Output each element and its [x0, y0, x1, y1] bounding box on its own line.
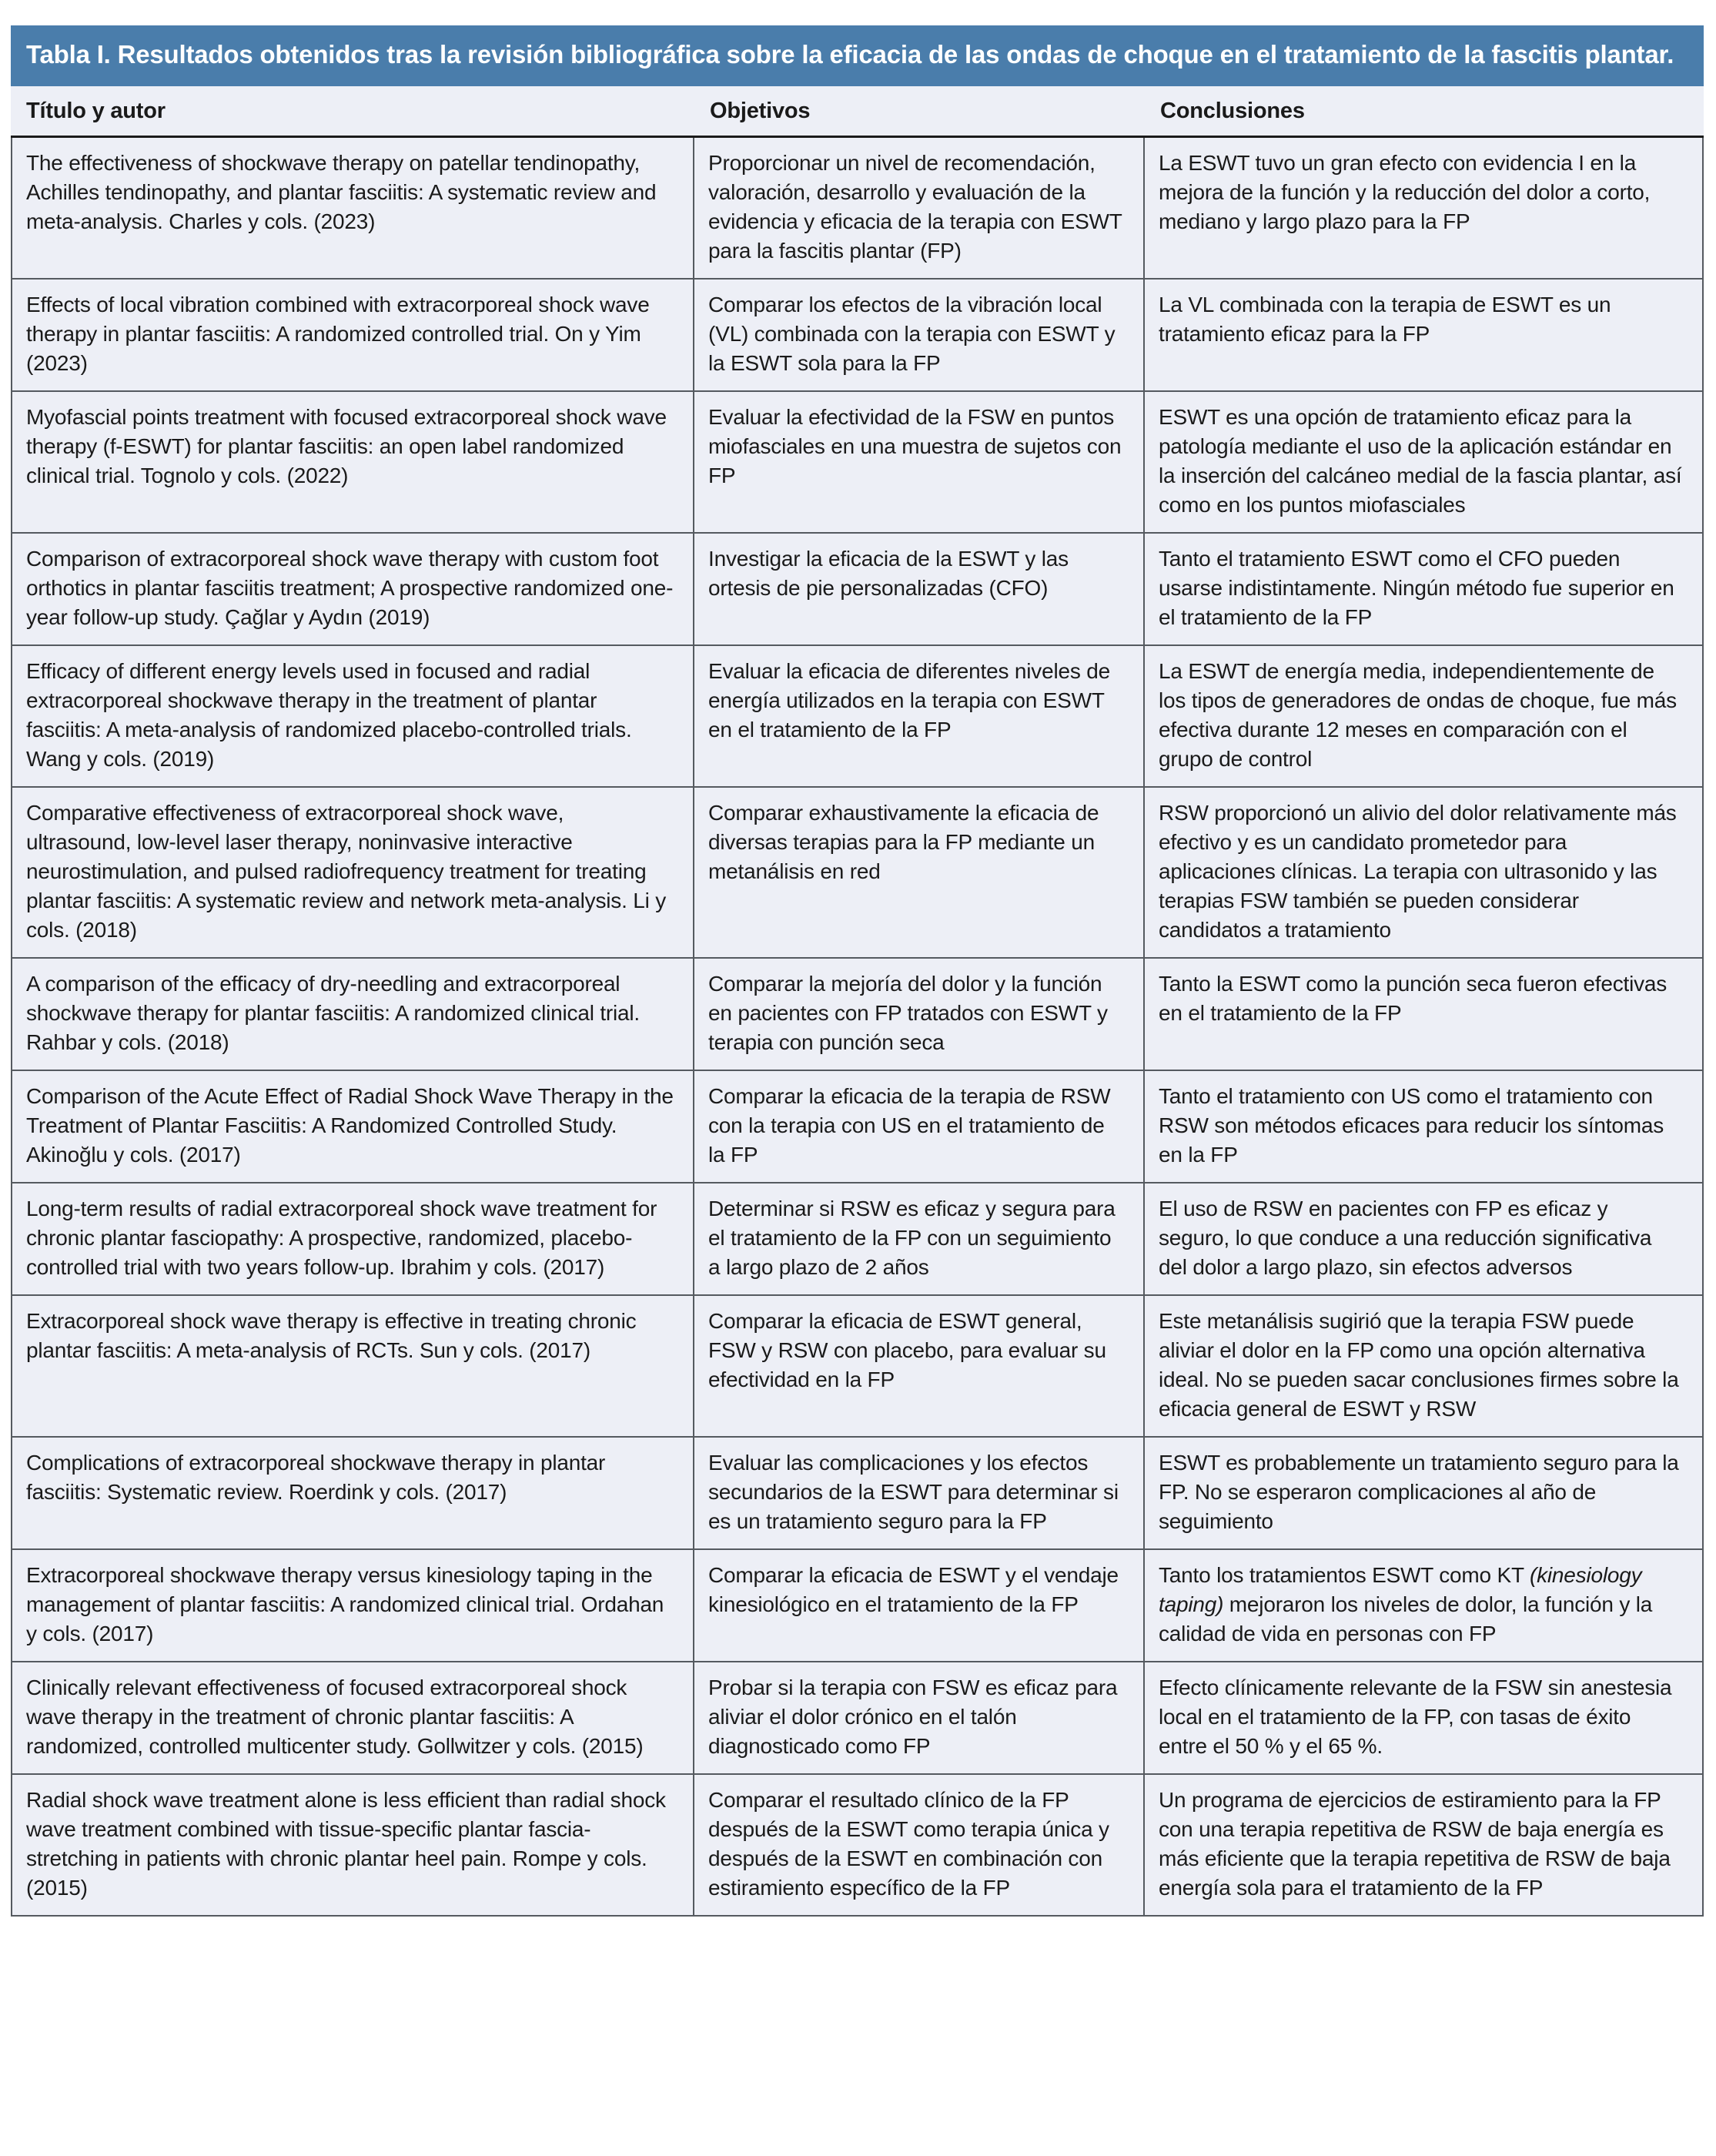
cell-conclusion: Tanto los tratamientos ESWT como KT (kinesiology taping) mejoraron los niveles de dolor, la función y la calidad de vida en personas con FP	[1159, 1563, 1653, 1645]
cell-conclusion: Tanto la ESWT como la punción seca fueron efectivas en el tratamiento de la FP	[1159, 972, 1667, 1025]
cell-title-author: Myofascial points treatment with focused extracorporeal shock wave therapy (f-ESWT) for plantar fasciitis: an open label randomized clinical trial. Tognolo y cols. (2022)	[12, 392, 694, 532]
cell-conclusion: La VL combinada con la terapia de ESWT es un tratamiento eficaz para la FP	[1159, 293, 1611, 346]
table-title: Tabla I. Resultados obtenidos tras la revisión bibliográfica sobre la eficacia de las ondas de choque en el tratamiento de la fascitis plantar.	[26, 40, 1674, 69]
table-row	[12, 957, 1702, 1070]
table-row	[12, 390, 1702, 532]
cell-title-author: Comparative effectiveness of extracorporeal shock wave, ultrasound, low-level laser therapy, noninvasive interactive neurostimulation, and pulsed radiofrequency treatment for treating plantar fasciitis: A systematic review and network meta-analysis. Li y cols. (2018)	[12, 788, 694, 957]
cell-title-author: Effects of local vibration combined with extracorporeal shock wave therapy in plantar fasciitis: A randomized controlled trial. On y Yim (2023)	[12, 280, 694, 390]
cell-objective: Comparar la eficacia de la terapia de RSW con la terapia con US en el tratamiento de la FP	[694, 1071, 1145, 1182]
table-row	[12, 278, 1702, 390]
cell-title-author: Extracorporeal shock wave therapy is effective in treating chronic plantar fasciitis: A meta-analysis of RCTs. Sun y cols. (2017)	[12, 1296, 694, 1436]
cell-conclusion: Tanto el tratamiento ESWT como el CFO pueden usarse indistintamente. Ningún método fue superior en el tratamiento de la FP	[1159, 547, 1674, 629]
cell-conclusion: El uso de RSW en pacientes con FP es eficaz y seguro, lo que conduce a una reducción significativa del dolor a largo plazo, sin efectos adversos	[1159, 1197, 1652, 1279]
column-header-conclusions: Conclusiones	[1160, 99, 1305, 123]
table-row	[12, 1182, 1702, 1294]
cell-conclusion: RSW proporcionó un alivio del dolor relativamente más efectivo y es un candidato prometedor para aplicaciones clínicas. La terapia con ultrasonido y las terapias FSW también se pueden considerar candidatos a tratamiento	[1159, 801, 1677, 942]
table-row	[12, 1294, 1702, 1436]
table-row	[12, 786, 1702, 957]
cell-title-author: Comparison of the Acute Effect of Radial Shock Wave Therapy in the Treatment of Plantar Fasciitis: A Randomized Controlled Study. Akinoğlu y cols. (2017)	[12, 1071, 694, 1182]
table-row	[12, 532, 1702, 644]
cell-objective: Comparar la mejoría del dolor y la función en pacientes con FP tratados con ESWT y terapia con punción seca	[694, 959, 1145, 1070]
table-row	[12, 1773, 1702, 1915]
cell-title-author: The effectiveness of shockwave therapy on patellar tendinopathy, Achilles tendinopathy, and plantar fasciitis: A systematic review and meta-analysis. Charles y cols. (2023)	[12, 138, 694, 278]
column-header-title-author: Título y autor	[26, 99, 166, 123]
table-row	[12, 1548, 1702, 1661]
cell-conclusion: Un programa de ejercicios de estiramiento para la FP con una terapia repetitiva de RSW de baja energía es más eficiente que la terapia repetitiva de RSW de baja energía sola para el tratamiento de la FP	[1159, 1788, 1671, 1900]
table-row	[12, 138, 1702, 278]
cell-conclusion: La ESWT tuvo un gran efecto con evidencia I en la mejora de la función y la reducción del dolor a corto, mediano y largo plazo para la FP	[1159, 151, 1651, 233]
cell-objective: Proporcionar un nivel de recomendación, valoración, desarrollo y evaluación de la evidencia y eficacia de la terapia con ESWT para la fascitis plantar (FP)	[694, 138, 1145, 278]
table-body	[11, 138, 1704, 1917]
cell-title-author: Complications of extracorporeal shockwave therapy in plantar fasciitis: Systematic review. Roerdink y cols. (2017)	[12, 1438, 694, 1548]
cell-objective: Comparar el resultado clínico de la FP después de la ESWT como terapia única y después de la ESWT en combinación con estiramiento específico de la FP	[694, 1775, 1145, 1915]
cell-objective: Comparar exhaustivamente la eficacia de diversas terapias para la FP mediante un metanálisis en red	[694, 788, 1145, 957]
cell-objective: Comparar la eficacia de ESWT y el vendaje kinesiológico en el tratamiento de la FP	[694, 1550, 1145, 1661]
cell-conclusion: ESWT es una opción de tratamiento eficaz para la patología mediante el uso de la aplicación estándar en la inserción del calcáneo medial de la fascia plantar, así como en los puntos miofasciales	[1159, 405, 1682, 517]
cell-objective: Evaluar las complicaciones y los efectos secundarios de la ESWT para determinar si es un tratamiento seguro para la FP	[694, 1438, 1145, 1548]
cell-objective: Determinar si RSW es eficaz y segura para el tratamiento de la FP con un seguimiento a largo plazo de 2 años	[694, 1183, 1145, 1294]
cell-conclusion: Tanto el tratamiento con US como el tratamiento con RSW son métodos eficaces para reducir los síntomas en la FP	[1159, 1084, 1664, 1167]
cell-title-author: Extracorporeal shockwave therapy versus kinesiology taping in the management of plantar fasciitis: A randomized clinical trial. Ordahan y cols. (2017)	[12, 1550, 694, 1661]
cell-objective: Evaluar la eficacia de diferentes niveles de energía utilizados en la terapia con ESWT en el tratamiento de la FP	[694, 646, 1145, 786]
cell-objective: Evaluar la efectividad de la FSW en puntos miofasciales en una muestra de sujetos con FP	[694, 392, 1145, 532]
cell-title-author: A comparison of the efficacy of dry-needling and extracorporeal shockwave therapy for plantar fasciitis: A randomized clinical trial. Rahbar y cols. (2018)	[12, 959, 694, 1070]
cell-conclusion: Este metanálisis sugirió que la terapia FSW puede aliviar el dolor en la FP como una opción alternativa ideal. No se pueden sacar conclusiones firmes sobre la eficacia general de ESWT y RSW	[1159, 1309, 1679, 1421]
table-row	[12, 1070, 1702, 1182]
cell-conclusion: ESWT es probablemente un tratamiento seguro para la FP. No se esperaron complicaciones al año de seguimiento	[1159, 1451, 1679, 1533]
column-header-objectives: Objetivos	[710, 99, 811, 123]
cell-title-author: Clinically relevant effectiveness of focused extracorporeal shock wave therapy in the treatment of chronic plantar fasciitis: A randomized, controlled multicenter study. Gollwitzer y cols. (2015)	[12, 1662, 694, 1773]
cell-title-author: Radial shock wave treatment alone is less efficient than radial shock wave treatment combined with tissue-specific plantar fascia-stretching in patients with chronic plantar heel pain. Rompe y cols. (2015)	[12, 1775, 694, 1915]
cell-objective: Comparar la eficacia de ESWT general, FSW y RSW con placebo, para evaluar su efectividad en la FP	[694, 1296, 1145, 1436]
table-title-bar	[11, 25, 1704, 86]
cell-conclusion: Efecto clínicamente relevante de la FSW sin anestesia local en el tratamiento de la FP, con tasas de éxito entre el 50 % y el 65 %.	[1159, 1676, 1672, 1758]
column-header-row	[11, 86, 1704, 138]
cell-conclusion: La ESWT de energía media, independientemente de los tipos de generadores de ondas de choque, fue más efectiva durante 12 meses en comparación con el grupo de control	[1159, 659, 1677, 771]
cell-title-author: Efficacy of different energy levels used in focused and radial extracorporeal shockwave therapy in the treatment of plantar fasciitis: A meta-analysis of randomized placebo-controlled trials. Wang y cols. (2019)	[12, 646, 694, 786]
cell-objective: Investigar la eficacia de la ESWT y las ortesis de pie personalizadas (CFO)	[694, 534, 1145, 644]
table-row	[12, 644, 1702, 786]
cell-title-author: Comparison of extracorporeal shock wave therapy with custom foot orthotics in plantar fasciitis treatment; A prospective randomized one-year follow-up study. Çağlar y Aydın (2019)	[12, 534, 694, 644]
table-row	[12, 1436, 1702, 1548]
cell-objective: Comparar los efectos de la vibración local (VL) combinada con la terapia con ESWT y la ESWT sola para la FP	[694, 280, 1145, 390]
table-row	[12, 1661, 1702, 1773]
cell-title-author: Long-term results of radial extracorporeal shock wave treatment for chronic plantar fasciopathy: A prospective, randomized, placebo-controlled trial with two years follow-up. Ibrahim y cols. (2017)	[12, 1183, 694, 1294]
results-table	[11, 25, 1704, 1917]
cell-objective: Probar si la terapia con FSW es eficaz para aliviar el dolor crónico en el talón diagnosticado como FP	[694, 1662, 1145, 1773]
